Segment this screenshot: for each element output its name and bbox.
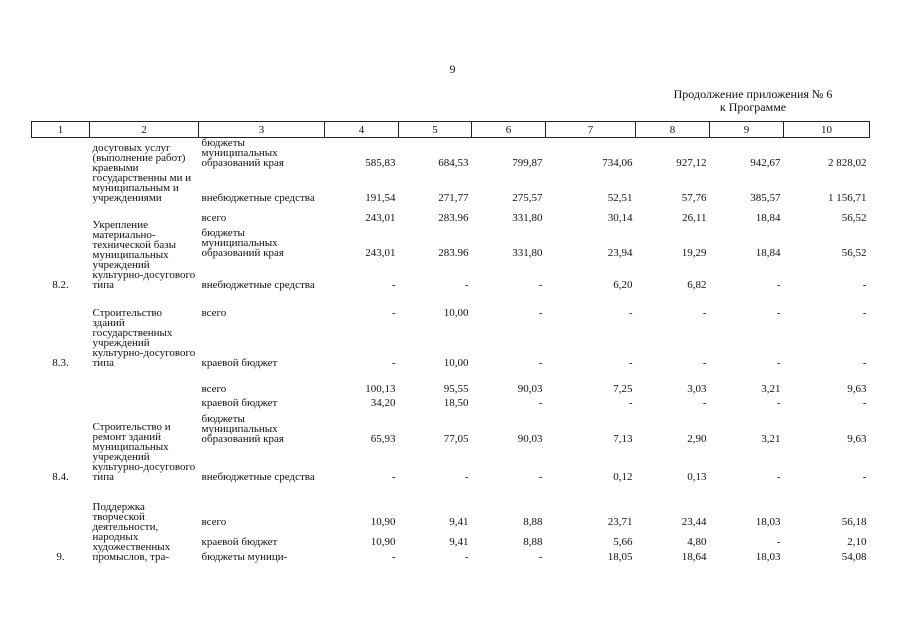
amount-cell: 54,08 bbox=[841, 551, 867, 563]
amount-cell: - bbox=[702, 307, 707, 319]
funding-source: бюджеты муниципальных образований края bbox=[201, 227, 284, 259]
amount-cell: 18,84 bbox=[755, 247, 781, 259]
activity-name: досуговых услуг (выполнение работ) краевыми государственны ми и муниципальным и учреждениями bbox=[92, 142, 192, 204]
activity-name: Строительство и ремонт зданий муниципальных учреждений культурно-досугового типа bbox=[92, 421, 196, 483]
funding-source: всего bbox=[201, 383, 227, 395]
amount-cell: 56,52 bbox=[841, 212, 867, 224]
funding-table bbox=[31, 121, 870, 562]
amount-cell: 18,84 bbox=[755, 212, 781, 224]
block-spacer bbox=[32, 482, 870, 490]
activity-name: Строительство зданий государственных учреждений культурно-досугового типа bbox=[92, 307, 196, 369]
amount-cell: 8,88 bbox=[523, 536, 543, 548]
amount-cell: - bbox=[538, 397, 543, 409]
row-index: 8.3. bbox=[52, 357, 69, 369]
amount-cell: 52,51 bbox=[607, 192, 633, 204]
amount-cell: 6,20 bbox=[613, 279, 633, 291]
amount-cell: 7,13 bbox=[613, 433, 633, 445]
block-spacer bbox=[32, 368, 870, 376]
amount-cell: - bbox=[464, 471, 469, 483]
amount-cell: 95,55 bbox=[443, 383, 469, 395]
amount-cell: - bbox=[391, 279, 396, 291]
amount-cell: - bbox=[776, 536, 781, 548]
amount-cell: - bbox=[391, 471, 396, 483]
amount-cell: 9,63 bbox=[847, 383, 867, 395]
amount-cell: - bbox=[538, 307, 543, 319]
amount-cell: 77,05 bbox=[443, 433, 469, 445]
amount-cell: 6,82 bbox=[687, 279, 707, 291]
row-index: 9. bbox=[56, 551, 65, 563]
amount-cell: 3,03 bbox=[687, 383, 707, 395]
column-header: 8 bbox=[636, 122, 710, 138]
amount-cell: 23,71 bbox=[607, 516, 633, 528]
amount-cell: - bbox=[776, 307, 781, 319]
amount-cell: - bbox=[464, 279, 469, 291]
amount-cell: 2,90 bbox=[687, 433, 707, 445]
column-header: 7 bbox=[546, 122, 636, 138]
amount-cell: - bbox=[776, 357, 781, 369]
amount-cell: - bbox=[464, 551, 469, 563]
amount-cell: - bbox=[776, 471, 781, 483]
funding-source: внебюджетные средства bbox=[201, 471, 315, 483]
page-number: 9 bbox=[449, 62, 456, 76]
funding-source: краевой бюджет bbox=[201, 536, 278, 548]
amount-cell: 10,90 bbox=[370, 536, 396, 548]
amount-cell: 5,66 bbox=[613, 536, 633, 548]
amount-cell: 65,93 bbox=[370, 433, 396, 445]
spacer-cell bbox=[32, 368, 870, 376]
amount-cell: 10,00 bbox=[443, 357, 469, 369]
column-number-row bbox=[32, 122, 870, 138]
amount-cell: - bbox=[538, 471, 543, 483]
funding-source: всего bbox=[201, 307, 227, 319]
funding-source: бюджеты муниципальных образований края bbox=[201, 413, 284, 445]
amount-cell: 331,80 bbox=[512, 212, 543, 224]
row-index bbox=[32, 138, 90, 204]
amount-cell: 18,03 bbox=[755, 551, 781, 563]
amount-cell: 0,12 bbox=[613, 471, 633, 483]
table-row bbox=[32, 298, 870, 318]
spacer-cell bbox=[32, 482, 870, 490]
column-header: 1 bbox=[32, 122, 90, 138]
amount-cell: 4,80 bbox=[687, 536, 707, 548]
amount-cell: 191,54 bbox=[365, 192, 396, 204]
amount-cell: 331,80 bbox=[512, 247, 543, 259]
funding-source: внебюджетные средства bbox=[201, 192, 315, 204]
amount-cell: 34,20 bbox=[370, 397, 396, 409]
amount-cell: 585,83 bbox=[365, 157, 396, 169]
amount-cell: 3,21 bbox=[761, 383, 781, 395]
amount-cell: - bbox=[776, 397, 781, 409]
amount-cell: 56,52 bbox=[841, 247, 867, 259]
amount-cell: 100,13 bbox=[365, 383, 396, 395]
column-header: 6 bbox=[472, 122, 546, 138]
amount-cell: 26,11 bbox=[682, 212, 707, 224]
activity-name: Поддержка творческой деятельности, народных художественных промыслов, тра- bbox=[92, 501, 171, 563]
column-header: 5 bbox=[399, 122, 472, 138]
amount-cell: 10,00 bbox=[443, 307, 469, 319]
table-row bbox=[32, 376, 870, 394]
table-body bbox=[32, 138, 870, 563]
amount-cell: - bbox=[538, 357, 543, 369]
amount-cell: - bbox=[702, 397, 707, 409]
amount-cell: 0,13 bbox=[687, 471, 707, 483]
amount-cell: 18,64 bbox=[681, 551, 707, 563]
amount-cell: 7,25 bbox=[613, 383, 633, 395]
column-header: 2 bbox=[90, 122, 199, 138]
amount-cell: - bbox=[862, 471, 867, 483]
amount-cell: 30,14 bbox=[607, 212, 633, 224]
amount-cell: - bbox=[862, 307, 867, 319]
continuation-line-2: к Программе bbox=[719, 100, 787, 114]
amount-cell: 799,87 bbox=[512, 157, 543, 169]
amount-cell: 90,03 bbox=[517, 383, 543, 395]
amount-cell: 684,53 bbox=[438, 157, 469, 169]
amount-cell: - bbox=[862, 397, 867, 409]
amount-cell: 271,77 bbox=[438, 192, 469, 204]
amount-cell: 23,94 bbox=[607, 247, 633, 259]
amount-cell: 57,76 bbox=[681, 192, 707, 204]
amount-cell: 9,41 bbox=[449, 536, 469, 548]
amount-cell: 9,41 bbox=[449, 516, 469, 528]
amount-cell: 283.96 bbox=[438, 212, 469, 224]
column-header: 9 bbox=[710, 122, 784, 138]
funding-source: внебюджетные средства bbox=[201, 279, 315, 291]
amount-cell: 243,01 bbox=[365, 212, 396, 224]
amount-cell: - bbox=[862, 279, 867, 291]
amount-cell: 23,44 bbox=[681, 516, 707, 528]
row-index: 8.2. bbox=[52, 279, 69, 291]
amount-cell: 2 828,02 bbox=[828, 157, 867, 169]
spacer-cell bbox=[32, 290, 870, 298]
amount-cell: 18,50 bbox=[443, 397, 469, 409]
amount-cell: 9,63 bbox=[847, 433, 867, 445]
amount-cell: - bbox=[628, 357, 633, 369]
amount-cell: 19,29 bbox=[681, 247, 707, 259]
row-index: 8.4. bbox=[52, 471, 69, 483]
amount-cell: - bbox=[628, 397, 633, 409]
amount-cell: 243,01 bbox=[365, 247, 396, 259]
funding-source: всего bbox=[201, 516, 227, 528]
amount-cell: 10,90 bbox=[370, 516, 396, 528]
column-header: 10 bbox=[784, 122, 870, 138]
amount-cell: 2,10 bbox=[847, 536, 867, 548]
column-header: 4 bbox=[325, 122, 399, 138]
amount-cell: - bbox=[391, 307, 396, 319]
funding-source: бюджеты муници- bbox=[201, 551, 288, 563]
amount-cell: 927,12 bbox=[676, 157, 707, 169]
amount-cell: - bbox=[628, 307, 633, 319]
amount-cell: 90,03 bbox=[517, 433, 543, 445]
funding-source: краевой бюджет bbox=[201, 397, 278, 409]
amount-cell: 8,88 bbox=[523, 516, 543, 528]
amount-cell: 385,57 bbox=[750, 192, 781, 204]
amount-cell: 18,03 bbox=[755, 516, 781, 528]
amount-cell: 18,05 bbox=[607, 551, 633, 563]
amount-cell: 734,06 bbox=[602, 157, 633, 169]
funding-source: бюджеты муниципальных образований края bbox=[201, 137, 284, 169]
continuation-line-1: Продолжение приложения № 6 bbox=[673, 87, 833, 101]
appendix-continuation-note bbox=[640, 88, 866, 114]
amount-cell: - bbox=[776, 279, 781, 291]
funding-source: всего bbox=[201, 212, 227, 224]
table-row bbox=[32, 490, 870, 527]
amount-cell: 3,21 bbox=[761, 433, 781, 445]
amount-cell: - bbox=[391, 551, 396, 563]
amount-cell: 1 156,71 bbox=[828, 192, 867, 204]
amount-cell: - bbox=[702, 357, 707, 369]
funding-source: краевой бюджет bbox=[201, 357, 278, 369]
amount-cell: 275,57 bbox=[512, 192, 543, 204]
column-header: 3 bbox=[199, 122, 325, 138]
activity-name: Укрепление материально-технической базы муниципальных учреждений культурно-досугового типа bbox=[92, 219, 196, 291]
amount-cell: - bbox=[538, 279, 543, 291]
amount-cell: 283.96 bbox=[438, 247, 469, 259]
amount-cell: - bbox=[538, 551, 543, 563]
table-row bbox=[32, 138, 870, 169]
amount-cell: 942,67 bbox=[750, 157, 781, 169]
block-spacer bbox=[32, 290, 870, 298]
amount-cell: 56,18 bbox=[841, 516, 867, 528]
table-row bbox=[32, 203, 870, 223]
amount-cell: - bbox=[862, 357, 867, 369]
amount-cell: - bbox=[391, 357, 396, 369]
